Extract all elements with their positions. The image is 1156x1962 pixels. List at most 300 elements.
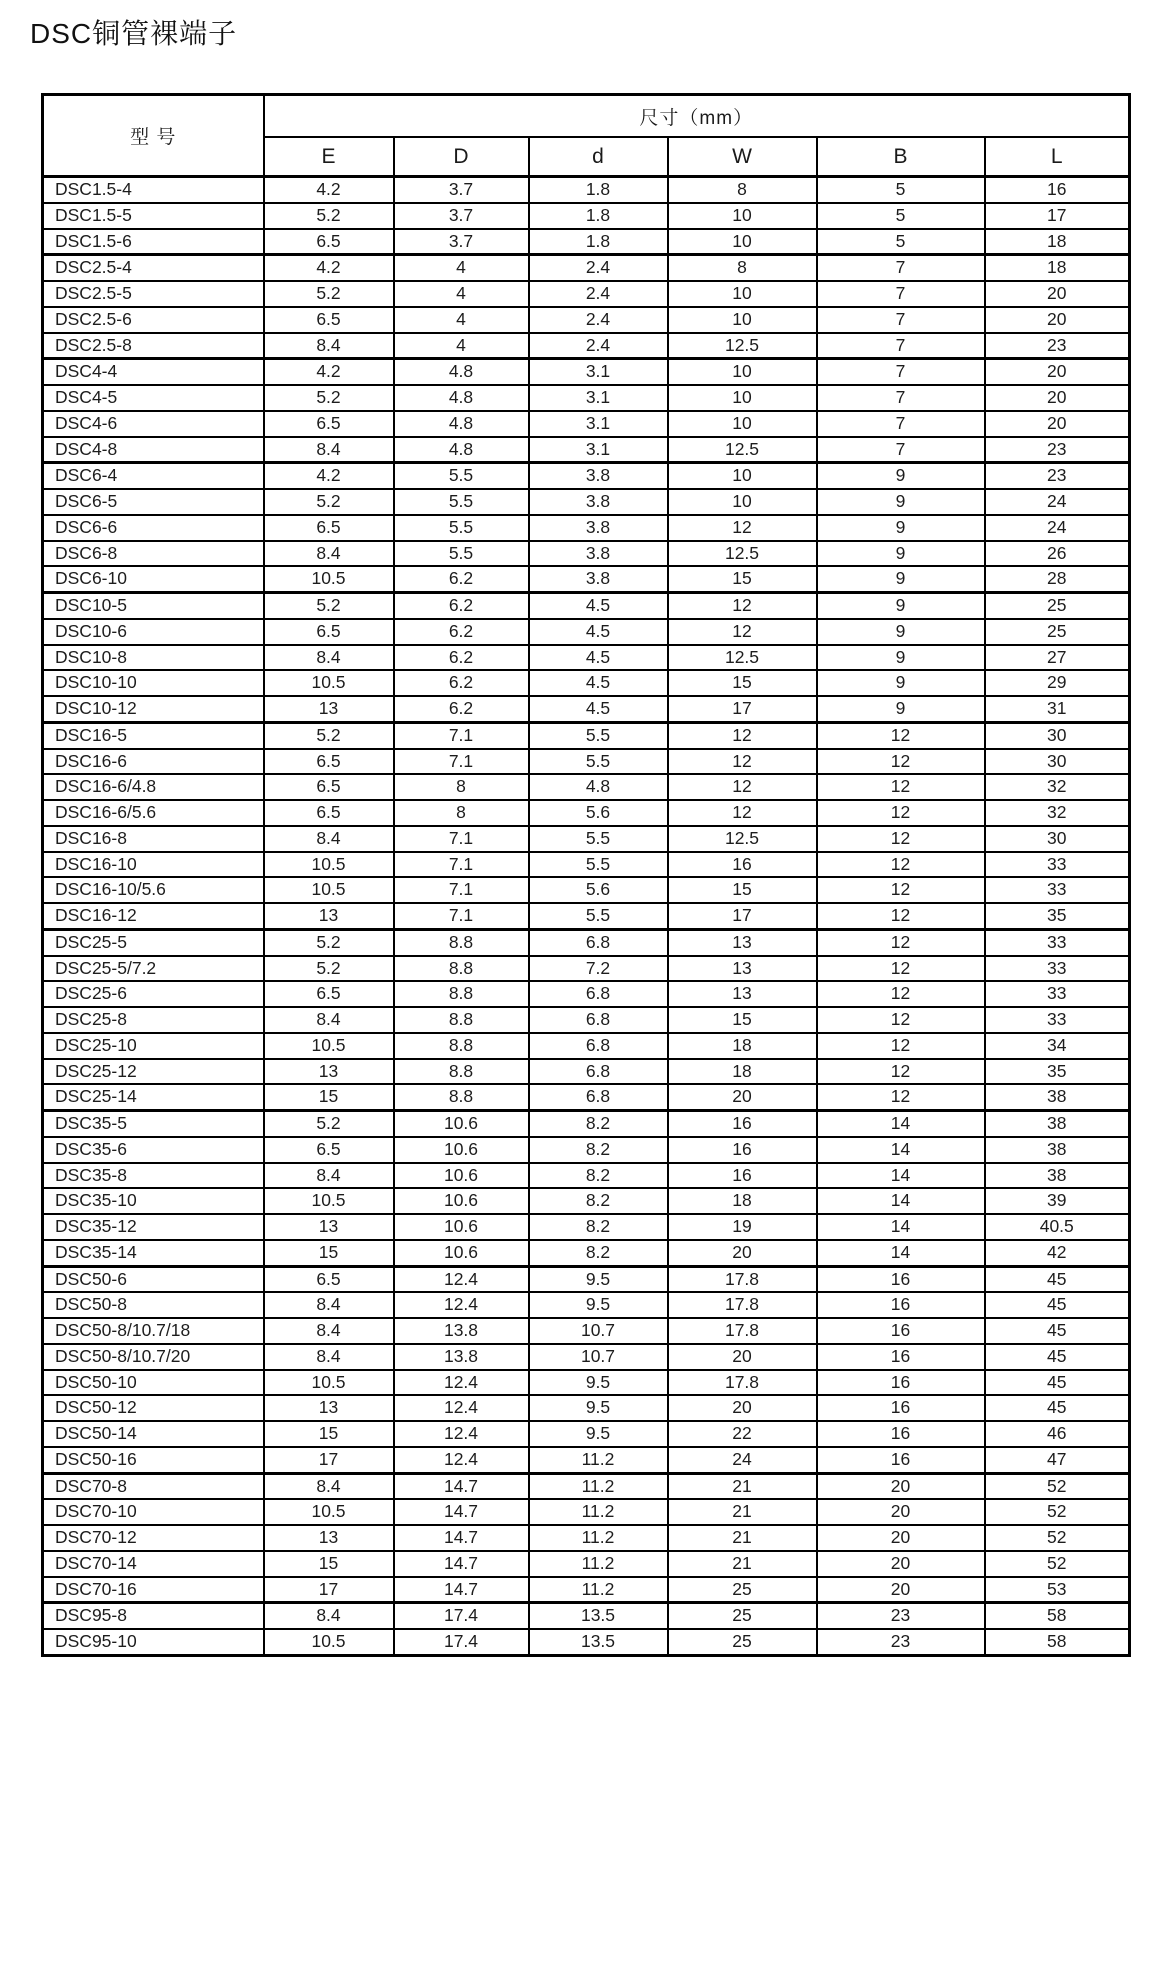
value-cell: 33 — [985, 956, 1130, 982]
value-cell: 14.7 — [394, 1473, 529, 1499]
value-cell: 11.2 — [529, 1499, 668, 1525]
page-title: DSC铜管裸端子 — [30, 18, 238, 49]
value-cell: 5.2 — [264, 203, 394, 229]
value-cell: 9 — [817, 696, 985, 722]
value-cell: 12 — [817, 877, 985, 903]
model-cell: DSC2.5-5 — [43, 281, 264, 307]
table-row — [43, 1033, 1130, 1059]
model-cell: DSC25-5 — [43, 929, 264, 955]
value-cell: 28 — [985, 566, 1130, 592]
table-row — [43, 696, 1130, 722]
value-cell: 9 — [817, 670, 985, 696]
value-cell: 12.5 — [668, 333, 817, 359]
value-cell: 16 — [817, 1344, 985, 1370]
value-cell: 12.5 — [668, 541, 817, 567]
value-cell: 5 — [817, 177, 985, 203]
value-cell: 13 — [264, 903, 394, 929]
value-cell: 20 — [817, 1499, 985, 1525]
value-cell: 5.5 — [529, 903, 668, 929]
value-cell: 20 — [817, 1577, 985, 1603]
table-row — [43, 981, 1130, 1007]
value-cell: 13 — [668, 956, 817, 982]
value-cell: 6.5 — [264, 619, 394, 645]
value-cell: 9 — [817, 489, 985, 515]
value-cell: 6.5 — [264, 229, 394, 255]
value-cell: 6.2 — [394, 645, 529, 671]
value-cell: 5.5 — [529, 722, 668, 748]
value-cell: 6.8 — [529, 1007, 668, 1033]
col-header-D: D — [394, 137, 529, 177]
value-cell: 13.8 — [394, 1318, 529, 1344]
model-cell: DSC6-4 — [43, 463, 264, 489]
value-cell: 5.6 — [529, 877, 668, 903]
value-cell: 7.1 — [394, 722, 529, 748]
value-cell: 10.5 — [264, 670, 394, 696]
value-cell: 3.1 — [529, 385, 668, 411]
model-cell: DSC10-12 — [43, 696, 264, 722]
table-row — [43, 1473, 1130, 1499]
model-cell: DSC35-5 — [43, 1111, 264, 1137]
value-cell: 6.5 — [264, 1137, 394, 1163]
value-cell: 23 — [985, 463, 1130, 489]
value-cell: 8.4 — [264, 1344, 394, 1370]
value-cell: 20 — [985, 411, 1130, 437]
value-cell: 17 — [985, 203, 1130, 229]
value-cell: 38 — [985, 1084, 1130, 1110]
value-cell: 7 — [817, 255, 985, 281]
value-cell: 12 — [817, 852, 985, 878]
value-cell: 20 — [668, 1084, 817, 1110]
value-cell: 24 — [668, 1447, 817, 1473]
value-cell: 7.1 — [394, 852, 529, 878]
value-cell: 8.4 — [264, 1292, 394, 1318]
value-cell: 4.8 — [394, 359, 529, 385]
value-cell: 45 — [985, 1370, 1130, 1396]
value-cell: 30 — [985, 749, 1130, 775]
value-cell: 8.4 — [264, 437, 394, 463]
table-row — [43, 1163, 1130, 1189]
value-cell: 5.2 — [264, 956, 394, 982]
value-cell: 7 — [817, 359, 985, 385]
model-cell: DSC25-14 — [43, 1084, 264, 1110]
value-cell: 14 — [817, 1214, 985, 1240]
value-cell: 13 — [264, 1059, 394, 1085]
model-cell: DSC35-8 — [43, 1163, 264, 1189]
value-cell: 15 — [264, 1551, 394, 1577]
value-cell: 4.8 — [394, 411, 529, 437]
value-cell: 5 — [817, 229, 985, 255]
value-cell: 9 — [817, 463, 985, 489]
value-cell: 16 — [817, 1395, 985, 1421]
table-row — [43, 463, 1130, 489]
value-cell: 4 — [394, 307, 529, 333]
table-row — [43, 1137, 1130, 1163]
value-cell: 10.5 — [264, 1033, 394, 1059]
value-cell: 10.6 — [394, 1214, 529, 1240]
value-cell: 14.7 — [394, 1577, 529, 1603]
model-cell: DSC70-10 — [43, 1499, 264, 1525]
model-cell: DSC50-8/10.7/20 — [43, 1344, 264, 1370]
value-cell: 10.6 — [394, 1137, 529, 1163]
value-cell: 3.8 — [529, 463, 668, 489]
value-cell: 12 — [817, 722, 985, 748]
value-cell: 8 — [394, 774, 529, 800]
value-cell: 4 — [394, 333, 529, 359]
table-row — [43, 437, 1130, 463]
value-cell: 21 — [668, 1551, 817, 1577]
value-cell: 7 — [817, 333, 985, 359]
value-cell: 5.2 — [264, 1111, 394, 1137]
value-cell: 10.5 — [264, 852, 394, 878]
value-cell: 7 — [817, 281, 985, 307]
value-cell: 10.5 — [264, 1499, 394, 1525]
table-row — [43, 1421, 1130, 1447]
value-cell: 12.4 — [394, 1421, 529, 1447]
model-cell: DSC16-10 — [43, 852, 264, 878]
table-row — [43, 619, 1130, 645]
value-cell: 12 — [817, 800, 985, 826]
value-cell: 4.8 — [394, 437, 529, 463]
value-cell: 8.2 — [529, 1137, 668, 1163]
value-cell: 4.2 — [264, 255, 394, 281]
table-row — [43, 1447, 1130, 1473]
model-cell: DSC35-6 — [43, 1137, 264, 1163]
value-cell: 15 — [668, 1007, 817, 1033]
value-cell: 5 — [817, 203, 985, 229]
model-cell: DSC35-12 — [43, 1214, 264, 1240]
col-header-model: 型 号 — [43, 95, 264, 177]
value-cell: 15 — [264, 1084, 394, 1110]
table-row — [43, 903, 1130, 929]
table-row — [43, 1292, 1130, 1318]
value-cell: 5.5 — [394, 541, 529, 567]
table-row — [43, 333, 1130, 359]
model-cell: DSC6-5 — [43, 489, 264, 515]
table-row — [43, 1603, 1130, 1629]
value-cell: 16 — [817, 1370, 985, 1396]
model-cell: DSC50-6 — [43, 1266, 264, 1292]
value-cell: 52 — [985, 1499, 1130, 1525]
value-cell: 12 — [668, 774, 817, 800]
value-cell: 25 — [985, 619, 1130, 645]
value-cell: 10 — [668, 385, 817, 411]
value-cell: 38 — [985, 1163, 1130, 1189]
value-cell: 12.5 — [668, 437, 817, 463]
value-cell: 58 — [985, 1603, 1130, 1629]
value-cell: 12.4 — [394, 1447, 529, 1473]
model-cell: DSC2.5-4 — [43, 255, 264, 281]
value-cell: 23 — [817, 1629, 985, 1655]
value-cell: 17 — [264, 1447, 394, 1473]
value-cell: 33 — [985, 877, 1130, 903]
value-cell: 4.2 — [264, 177, 394, 203]
value-cell: 52 — [985, 1473, 1130, 1499]
value-cell: 14 — [817, 1240, 985, 1266]
value-cell: 45 — [985, 1318, 1130, 1344]
value-cell: 20 — [817, 1525, 985, 1551]
value-cell: 20 — [668, 1344, 817, 1370]
value-cell: 25 — [668, 1603, 817, 1629]
header-row-group — [43, 95, 1130, 138]
value-cell: 6.5 — [264, 1266, 394, 1292]
value-cell: 13 — [668, 981, 817, 1007]
model-cell: DSC16-6 — [43, 749, 264, 775]
value-cell: 5.5 — [529, 852, 668, 878]
value-cell: 20 — [817, 1551, 985, 1577]
value-cell: 13.5 — [529, 1629, 668, 1655]
value-cell: 2.4 — [529, 281, 668, 307]
value-cell: 8 — [668, 177, 817, 203]
value-cell: 18 — [985, 229, 1130, 255]
value-cell: 6.8 — [529, 981, 668, 1007]
model-cell: DSC50-10 — [43, 1370, 264, 1396]
value-cell: 6.8 — [529, 1059, 668, 1085]
value-cell: 13 — [264, 1214, 394, 1240]
value-cell: 12 — [817, 929, 985, 955]
value-cell: 16 — [985, 177, 1130, 203]
value-cell: 6.8 — [529, 1033, 668, 1059]
table-row — [43, 1059, 1130, 1085]
value-cell: 45 — [985, 1344, 1130, 1370]
value-cell: 4.8 — [394, 385, 529, 411]
value-cell: 6.2 — [394, 696, 529, 722]
value-cell: 6.5 — [264, 981, 394, 1007]
value-cell: 15 — [264, 1421, 394, 1447]
value-cell: 8.8 — [394, 1033, 529, 1059]
value-cell: 9 — [817, 515, 985, 541]
value-cell: 19 — [668, 1214, 817, 1240]
value-cell: 6.2 — [394, 593, 529, 619]
table-row — [43, 541, 1130, 567]
value-cell: 6.8 — [529, 1084, 668, 1110]
value-cell: 3.8 — [529, 566, 668, 592]
value-cell: 20 — [985, 307, 1130, 333]
table-row — [43, 255, 1130, 281]
value-cell: 30 — [985, 826, 1130, 852]
value-cell: 21 — [668, 1499, 817, 1525]
value-cell: 4.5 — [529, 593, 668, 619]
value-cell: 14.7 — [394, 1551, 529, 1577]
table-row — [43, 1370, 1130, 1396]
table-row — [43, 956, 1130, 982]
table-row — [43, 929, 1130, 955]
table-row — [43, 593, 1130, 619]
value-cell: 33 — [985, 981, 1130, 1007]
value-cell: 8.4 — [264, 1473, 394, 1499]
value-cell: 46 — [985, 1421, 1130, 1447]
table-row — [43, 489, 1130, 515]
value-cell: 4.5 — [529, 619, 668, 645]
value-cell: 12 — [817, 774, 985, 800]
value-cell: 11.2 — [529, 1577, 668, 1603]
value-cell: 18 — [668, 1059, 817, 1085]
table-row — [43, 1344, 1130, 1370]
value-cell: 4 — [394, 281, 529, 307]
value-cell: 20 — [817, 1473, 985, 1499]
model-cell: DSC70-12 — [43, 1525, 264, 1551]
value-cell: 6.5 — [264, 515, 394, 541]
value-cell: 12 — [817, 1084, 985, 1110]
value-cell: 18 — [668, 1033, 817, 1059]
value-cell: 7 — [817, 437, 985, 463]
value-cell: 3.7 — [394, 203, 529, 229]
model-cell: DSC95-8 — [43, 1603, 264, 1629]
value-cell: 16 — [817, 1447, 985, 1473]
value-cell: 14 — [817, 1111, 985, 1137]
value-cell: 16 — [817, 1292, 985, 1318]
value-cell: 34 — [985, 1033, 1130, 1059]
value-cell: 9.5 — [529, 1370, 668, 1396]
value-cell: 11.2 — [529, 1447, 668, 1473]
model-cell: DSC10-5 — [43, 593, 264, 619]
model-cell: DSC1.5-4 — [43, 177, 264, 203]
value-cell: 15 — [668, 877, 817, 903]
value-cell: 5.5 — [529, 826, 668, 852]
value-cell: 3.7 — [394, 229, 529, 255]
value-cell: 33 — [985, 1007, 1130, 1033]
value-cell: 8.8 — [394, 929, 529, 955]
value-cell: 12 — [817, 1059, 985, 1085]
model-cell: DSC6-6 — [43, 515, 264, 541]
value-cell: 12 — [668, 515, 817, 541]
model-cell: DSC25-5/7.2 — [43, 956, 264, 982]
value-cell: 52 — [985, 1525, 1130, 1551]
value-cell: 15 — [668, 670, 817, 696]
value-cell: 13 — [264, 696, 394, 722]
value-cell: 4.2 — [264, 359, 394, 385]
value-cell: 8.8 — [394, 981, 529, 1007]
model-cell: DSC1.5-6 — [43, 229, 264, 255]
value-cell: 12 — [817, 956, 985, 982]
value-cell: 12 — [817, 903, 985, 929]
table-row — [43, 1007, 1130, 1033]
value-cell: 5.2 — [264, 593, 394, 619]
value-cell: 12.4 — [394, 1370, 529, 1396]
value-cell: 53 — [985, 1577, 1130, 1603]
value-cell: 8.4 — [264, 1603, 394, 1629]
value-cell: 6.8 — [529, 929, 668, 955]
value-cell: 10.5 — [264, 566, 394, 592]
value-cell: 4.5 — [529, 696, 668, 722]
value-cell: 5.5 — [529, 749, 668, 775]
value-cell: 8.8 — [394, 956, 529, 982]
table-row — [43, 1525, 1130, 1551]
model-cell: DSC25-10 — [43, 1033, 264, 1059]
value-cell: 7 — [817, 307, 985, 333]
value-cell: 14 — [817, 1188, 985, 1214]
value-cell: 17.8 — [668, 1292, 817, 1318]
value-cell: 14.7 — [394, 1525, 529, 1551]
value-cell: 42 — [985, 1240, 1130, 1266]
value-cell: 11.2 — [529, 1525, 668, 1551]
model-cell: DSC50-8 — [43, 1292, 264, 1318]
value-cell: 2.4 — [529, 333, 668, 359]
value-cell: 45 — [985, 1395, 1130, 1421]
value-cell: 16 — [668, 852, 817, 878]
value-cell: 12 — [817, 749, 985, 775]
value-cell: 45 — [985, 1292, 1130, 1318]
value-cell: 16 — [817, 1266, 985, 1292]
value-cell: 11.2 — [529, 1473, 668, 1499]
value-cell: 6.5 — [264, 307, 394, 333]
value-cell: 20 — [668, 1240, 817, 1266]
model-cell: DSC10-10 — [43, 670, 264, 696]
value-cell: 8.2 — [529, 1111, 668, 1137]
table-row — [43, 229, 1130, 255]
table-row — [43, 1266, 1130, 1292]
value-cell: 4.5 — [529, 645, 668, 671]
value-cell: 29 — [985, 670, 1130, 696]
table-row — [43, 800, 1130, 826]
table-row — [43, 515, 1130, 541]
model-cell: DSC50-12 — [43, 1395, 264, 1421]
value-cell: 20 — [985, 359, 1130, 385]
model-cell: DSC4-5 — [43, 385, 264, 411]
col-header-dimensions: 尺寸（mm） — [264, 95, 1130, 138]
value-cell: 6.5 — [264, 800, 394, 826]
value-cell: 20 — [668, 1395, 817, 1421]
value-cell: 7.1 — [394, 877, 529, 903]
value-cell: 16 — [668, 1137, 817, 1163]
value-cell: 32 — [985, 800, 1130, 826]
model-cell: DSC6-8 — [43, 541, 264, 567]
value-cell: 10.7 — [529, 1318, 668, 1344]
value-cell: 39 — [985, 1188, 1130, 1214]
value-cell: 17.8 — [668, 1266, 817, 1292]
value-cell: 8.2 — [529, 1240, 668, 1266]
value-cell: 6.5 — [264, 749, 394, 775]
model-cell: DSC2.5-6 — [43, 307, 264, 333]
value-cell: 17 — [668, 903, 817, 929]
table-row — [43, 826, 1130, 852]
value-cell: 16 — [668, 1163, 817, 1189]
model-cell: DSC70-16 — [43, 1577, 264, 1603]
table-row — [43, 411, 1130, 437]
value-cell: 18 — [985, 255, 1130, 281]
value-cell: 17 — [668, 696, 817, 722]
value-cell: 7.2 — [529, 956, 668, 982]
value-cell: 10.6 — [394, 1240, 529, 1266]
value-cell: 26 — [985, 541, 1130, 567]
value-cell: 12 — [668, 722, 817, 748]
value-cell: 10.6 — [394, 1188, 529, 1214]
model-cell: DSC16-6/4.8 — [43, 774, 264, 800]
value-cell: 12.5 — [668, 645, 817, 671]
value-cell: 15 — [668, 566, 817, 592]
value-cell: 38 — [985, 1111, 1130, 1137]
value-cell: 17.8 — [668, 1318, 817, 1344]
table-row — [43, 722, 1130, 748]
table-row — [43, 774, 1130, 800]
model-cell: DSC10-8 — [43, 645, 264, 671]
model-cell: DSC50-8/10.7/18 — [43, 1318, 264, 1344]
value-cell: 21 — [668, 1473, 817, 1499]
table-row — [43, 177, 1130, 203]
value-cell: 16 — [817, 1421, 985, 1447]
table-row — [43, 670, 1130, 696]
table-row — [43, 1395, 1130, 1421]
value-cell: 8.8 — [394, 1007, 529, 1033]
value-cell: 10 — [668, 203, 817, 229]
value-cell: 10.5 — [264, 1188, 394, 1214]
value-cell: 8.4 — [264, 1163, 394, 1189]
table-body — [43, 177, 1130, 1656]
model-cell: DSC16-6/5.6 — [43, 800, 264, 826]
value-cell: 12 — [817, 1033, 985, 1059]
table-row — [43, 281, 1130, 307]
value-cell: 13.5 — [529, 1603, 668, 1629]
value-cell: 40.5 — [985, 1214, 1130, 1240]
